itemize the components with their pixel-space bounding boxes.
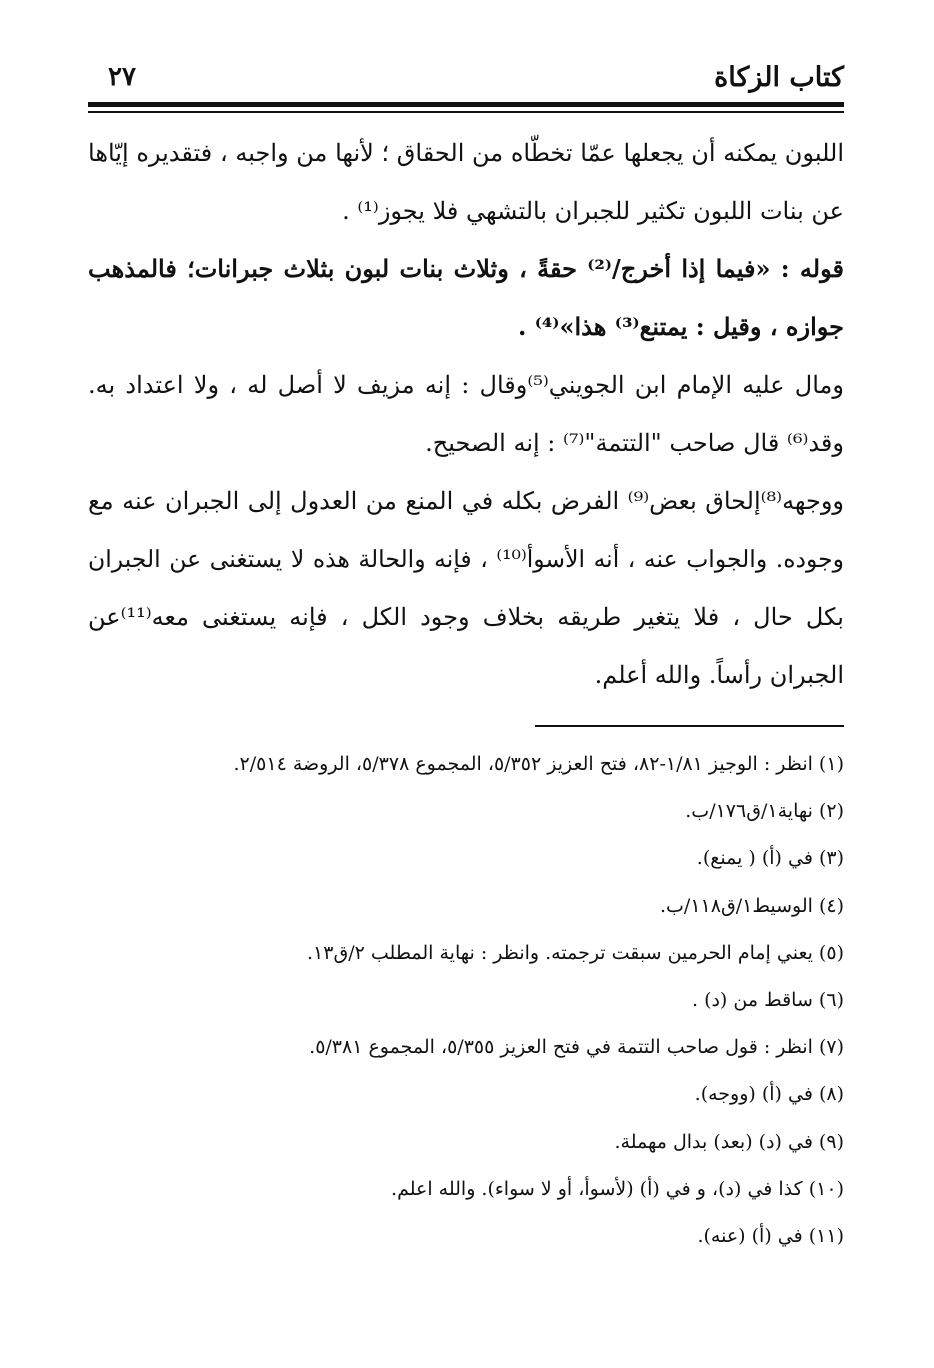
footnotes [88,744,844,1263]
footnote-5: (٥) يعني إمام الحرمين سبقت ترجمته. وانظر : نهاية المطلب ٢/ق١٣. [306,941,844,964]
text-line: ووجهه⁽⁸⁾إلحاق بعض⁽⁹⁾ الفرض بكله في المنع من العدول إلى الجبران عنه مع [88,487,844,515]
text-line: اللبون يمكنه أن يجعلها عمّا تخطّاه من الحقاق ؛ لأنها من واجبه ، فتقديره إيّاها [88,139,844,167]
text-line: جوازه ، وقيل : يمتنع⁽³⁾ هذا»⁽⁴⁾ . [517,312,844,341]
footnote-9: (٩) في (د) (بعد) بدال مهملة. [614,1130,844,1153]
paragraph-4 [88,476,844,708]
text-line: ومال عليه الإمام ابن الجويني⁽⁵⁾وقال : إنه مزيف لا أصل له ، ولا اعتداد به. [88,371,844,399]
footnote-10: (١٠) كذا في (د)، و في (أ) (لأسوأ، أو لا سواء). والله اعلم. [391,1177,844,1200]
running-title: كتاب الزكاة [714,62,844,93]
paragraph-3 [88,360,844,476]
paragraph-1 [88,128,844,244]
paragraph-2-quote [88,244,844,360]
footnote-11: (١١) في (أ) (عنه). [697,1224,844,1247]
text-line: وقد⁽⁶⁾ قال صاحب "التتمة"⁽⁷⁾ : إنه الصحيح. [425,429,844,457]
main-text [88,128,844,708]
page-header [88,62,844,102]
footnote-4: (٤) الوسيط١/ق١١٨/ب. [660,894,844,917]
page-number: ٢٧ [108,62,136,92]
text-line: بكل حال ، فلا يتغير طريقه بخلاف وجود الكل ، فإنه يستغنى معه⁽¹¹⁾عن [88,603,844,631]
footnote-8: (٨) في (أ) (ووجه). [694,1083,844,1106]
text-line: عن بنات اللبون تكثير للجبران بالتشهي فلا يجوز⁽¹⁾ . [342,197,844,225]
text-line: وجوده. والجواب عنه ، أنه الأسوأ⁽¹⁰⁾ ، فإنه والحالة هذه لا يستغنى عن الجبران [88,545,844,573]
footnote-6: (٦) ساقط من (د) . [691,988,844,1011]
header-rule-thin [88,111,844,113]
footnote-1: (١) انظر : الوجيز ١/٨١-٨٢، فتح العزيز ٥/٣٥٢، المجموع ٥/٣٧٨، الروضة ٢/٥١٤. [233,753,844,775]
header-rule-thick [88,102,844,107]
footnote-3: (٣) في (أ) ( يمنع). [696,847,844,870]
footnote-7: (٧) انظر : قول صاحب التتمة في فتح العزيز ٥/٣٥٥، المجموع ٥/٣٨١. [309,1036,844,1059]
text-line: الجبران رأساً. والله أعلم. [594,661,844,689]
text-line: قوله : «فيما إذا أخرج/⁽²⁾ حقةً ، وثلاث بنات لبون بثلاث جبرانات؛ فالمذهب [88,254,844,283]
footnote-separator [535,725,844,727]
footnote-2: (٢) نهاية١/ق١٧٦/ب. [685,800,844,823]
